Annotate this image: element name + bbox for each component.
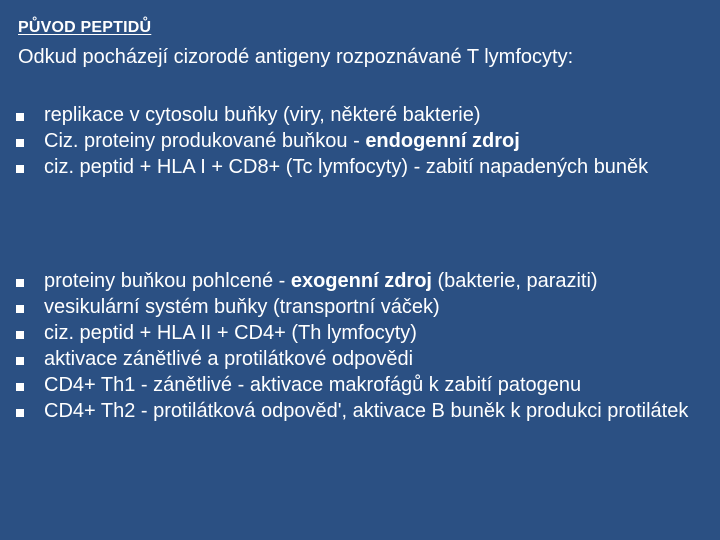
bullet-text: proteiny buňkou pohlcené - <box>44 270 291 292</box>
slide-subtitle: Odkud pocházejí cizorodé antigeny rozpoznávané T lymfocyty: <box>18 46 574 68</box>
bullet-item <box>14 104 704 126</box>
bullet-text: aktivace zánětlivé a protilátkové odpovědi <box>44 348 414 370</box>
bullet-emphasis: exogenní zdroj <box>290 270 432 292</box>
square-bullet-icon <box>16 113 24 121</box>
bullet-item <box>14 130 704 152</box>
bullet-text: replikace v cytosolu buňky (viry, některé bakterie) <box>44 104 481 126</box>
square-bullet-icon <box>16 357 24 365</box>
bullet-item <box>14 400 704 422</box>
slide-heading: PŮVOD PEPTIDŮ <box>18 19 152 36</box>
bullet-item <box>14 348 704 370</box>
square-bullet-icon <box>16 305 24 313</box>
bullet-item <box>14 156 704 178</box>
bullet-item <box>14 322 704 344</box>
square-bullet-icon <box>16 331 24 339</box>
bullet-list-exogenous <box>14 270 704 426</box>
bullet-emphasis: endogenní zdroj <box>365 130 520 152</box>
square-bullet-icon <box>16 139 24 147</box>
bullet-text: CD4+ Th1 - zánětlivé - aktivace makrofágů k zabití patogenu <box>44 374 582 396</box>
bullet-item <box>14 296 704 318</box>
bullet-text: ciz. peptid + HLA I + CD8+ (Tc lymfocyty) - zabití napadených buněk <box>44 156 649 178</box>
bullet-item <box>14 270 704 292</box>
bullet-text-tail: (bakterie, paraziti) <box>431 270 598 292</box>
bullet-text: CD4+ Th2 - protilátková odpověd', aktivace B buněk k produkci protilátek <box>44 400 689 422</box>
bullet-text: ciz. peptid + HLA II + CD4+ (Th lymfocyty) <box>44 322 417 344</box>
square-bullet-icon <box>16 279 24 287</box>
square-bullet-icon <box>16 165 24 173</box>
bullet-text: Ciz. proteiny produkované buňkou - <box>44 130 366 152</box>
square-bullet-icon <box>16 409 24 417</box>
bullet-text: vesikulární systém buňky (transportní váček) <box>44 296 440 318</box>
bullet-list-endogenous <box>14 104 704 182</box>
bullet-item <box>14 374 704 396</box>
square-bullet-icon <box>16 383 24 391</box>
